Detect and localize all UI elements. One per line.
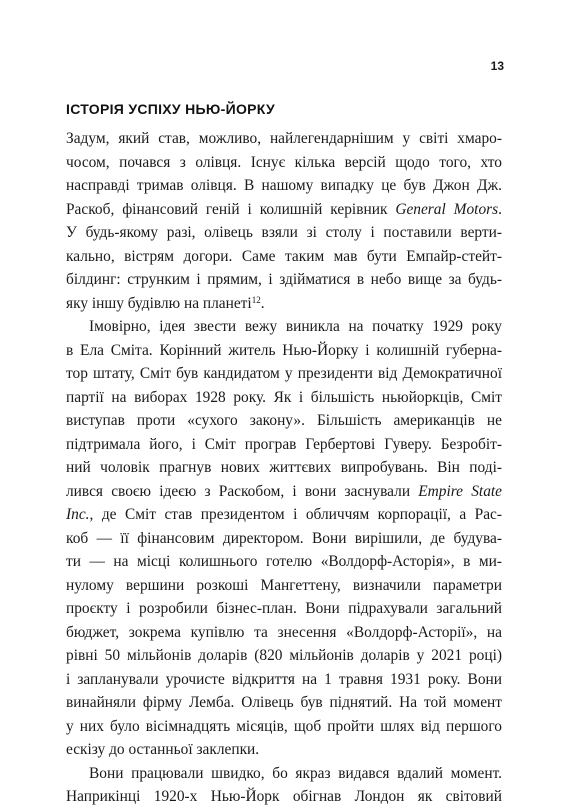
text-line: і запланували урочисте відкриття на 1 травня 1931 року. Вони [66, 670, 502, 688]
text-line: тор штату, Сміт був кандидатом у президенти від Демократичної [66, 365, 502, 382]
body-text [66, 127, 502, 809]
text-line: У будь-якому разі, олівець взяли зі столу і поставили верти- [66, 224, 502, 241]
paragraph-2 [66, 315, 502, 762]
footnote-reference[interactable]: 12 [251, 294, 261, 305]
text-line: бюджет, зокрема купівлю та знесення «Волдорф-Асторії», на [66, 623, 502, 641]
text-line: у них було вісімнадцять місяців, щоб пройти шлях від першого [66, 717, 502, 735]
text-line [66, 198, 502, 222]
text-segment: Раскоб, фінансовий геній і колишній керівник [66, 200, 396, 218]
text-line: партії на виборах 1928 року. Як і більшість ньюйоркців, Сміт [66, 388, 502, 406]
text-line: Імовірно, ідея звести вежу виникла на початку 1929 року [89, 318, 502, 335]
text-line: чосом, почався з олівця. Існує кілька версій щодо того, хто [66, 153, 502, 171]
text-line [66, 503, 502, 527]
text-line: винайняли фірму Лемба. Олівець був піднятий. На той момент [66, 694, 502, 711]
text-line: в Ела Сміта. Корінний житель Нью-Йорку і колишній губерна- [66, 341, 502, 359]
text-line: кально, вістрям догори. Саме таким мав бути Емпайр-стейт- [66, 247, 502, 265]
text-segment: лився своєю ідеєю з Раскобом, і вони заснували [66, 482, 419, 500]
text-line: підтримала його, і Сміт програв Гербертові Гуверу. Безробіт- [66, 435, 502, 453]
text-line: яку іншу будівлю на планеті$^{12}$. [66, 294, 265, 312]
italic-company-name: Empire State [418, 482, 502, 500]
paragraph-3 [66, 762, 502, 809]
text-segment: , де Сміт став президентом і обличчям корпорації, а Рас- [89, 506, 502, 523]
text-line: Наприкінці 1920-х Нью-Йорк обігнав Лондон як світовий [66, 788, 502, 805]
text-segment: . [498, 200, 502, 218]
page-number: 13 [490, 59, 504, 73]
italic-company-name: Inc. [66, 506, 90, 523]
text-line: насправді тримав олівця. В нашому випадку це був Джон Дж. [66, 177, 502, 194]
text-line: Вони працювали швидко, бо якраз видався вдалий момент. [89, 764, 502, 782]
text-line: проєкту і розробили бізнес-план. Вони підрахували загальний [66, 600, 502, 617]
text-line: нулому вершини розкоші Мангеттену, визначили параметри [66, 576, 502, 594]
text-line [66, 480, 502, 504]
text-line: рівні 50 мільйонів доларів (820 мільйонів доларів у 2021 році) [66, 647, 502, 664]
text-line: виступав проти «сухого закону». Більшість американців не [66, 412, 502, 429]
text-line: білдинг: струнким і прямим, і здійматися в небо вище за будь- [66, 271, 502, 288]
text-line: коб — її фінансовим директором. Вони вирішили, де будува- [66, 529, 502, 547]
text-segment: яку іншу будівлю на планеті [66, 294, 252, 312]
paragraph-1 [66, 127, 502, 315]
italic-company-name: General Motors [395, 200, 499, 218]
chapter-heading: ІСТОРІЯ УСПІХУ НЬЮ-ЙОРКУ [66, 101, 275, 117]
text-line: ний чоловік прагнув нових життєвих випробувань. Він поді- [66, 459, 502, 476]
text-line: Задум, який став, можливо, найлегендарнішим у світі хмаро- [66, 130, 502, 147]
text-line: ескізу до останньої заклепки. [66, 741, 260, 758]
text-line: ти — на місці колишнього готелю «Волдорф-Асторія», в ми- [66, 553, 502, 570]
